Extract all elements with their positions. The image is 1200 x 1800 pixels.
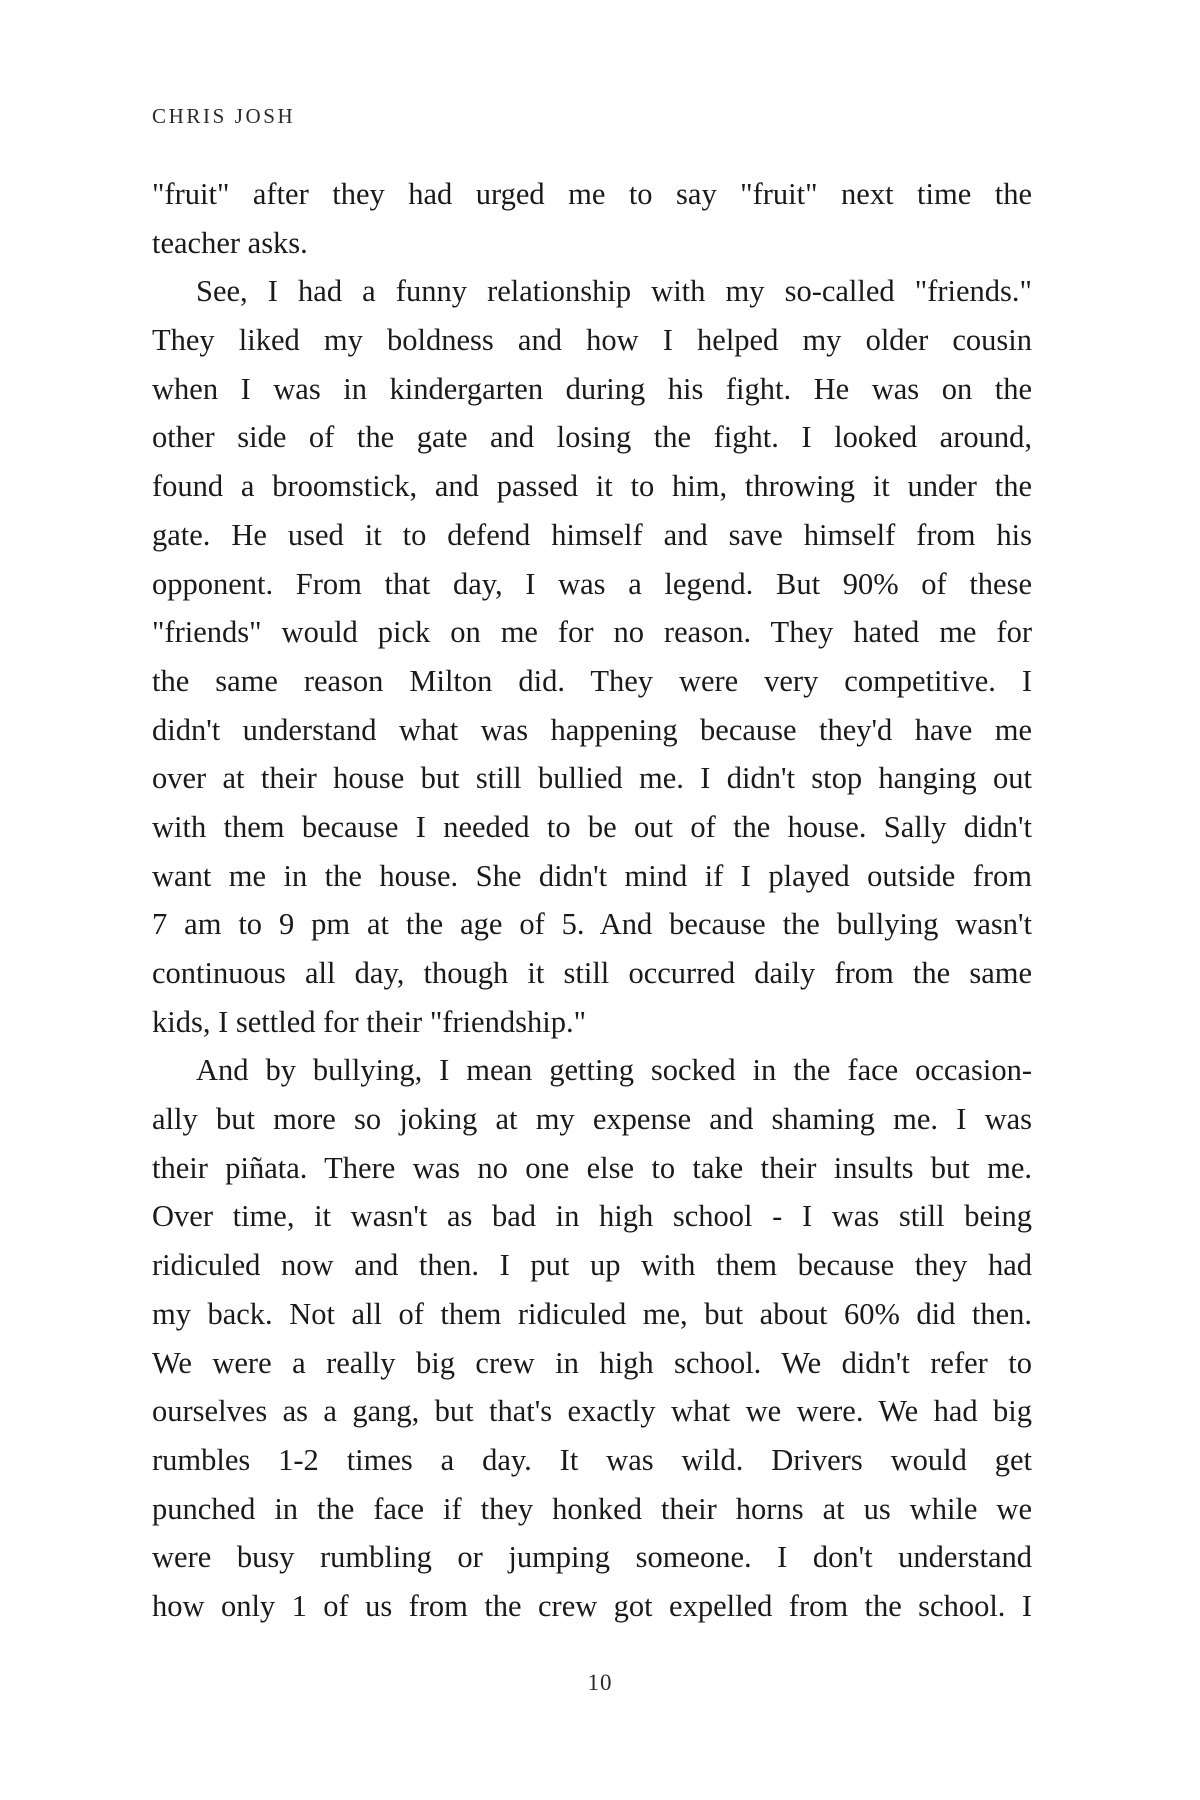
text-line: "friends" would pick on me for no reason. They hated me for (152, 615, 1032, 650)
text-line: didn't understand what was happening because they'd have me (152, 712, 1032, 747)
text-line: how only 1 of us from the crew got expelled from the school. I (152, 1588, 1032, 1623)
text-line: opponent. From that day, I was a legend. But 90% of these (152, 566, 1032, 601)
text-line: ridiculed now and then. I put up with them because they had (152, 1248, 1032, 1283)
text-line: And by bullying, I mean getting socked in the face occasion- (196, 1053, 1032, 1088)
text-line: found a broomstick, and passed it to him, throwing it under the (152, 469, 1032, 504)
text-line: rumbles 1-2 times a day. It was wild. Drivers would get (152, 1442, 1032, 1477)
text-line: gate. He used it to defend himself and save himself from his (152, 517, 1032, 552)
text-line: my back. Not all of them ridiculed me, but about 60% did then. (152, 1296, 1032, 1331)
text-line: We were a really big crew in high school. We didn't refer to (152, 1345, 1032, 1380)
text-line: See, I had a funny relationship with my so-called "friends." (196, 274, 1032, 309)
text-line: ourselves as a gang, but that's exactly what we were. We had big (152, 1394, 1032, 1429)
text-line: with them because I needed to be out of the house. Sally didn't (152, 809, 1032, 844)
text-line: were busy rumbling or jumping someone. I don't understand (152, 1540, 1032, 1575)
page-number: 10 (587, 1670, 613, 1695)
text-line: over at their house but still bullied me. I didn't stop hanging out (152, 761, 1032, 796)
text-line: ally but more so joking at my expense and shaming me. I was (152, 1102, 1032, 1137)
text-line: punched in the face if they honked their horns at us while we (152, 1491, 1032, 1526)
text-line: They liked my boldness and how I helped my older cousin (152, 323, 1032, 358)
text-line: other side of the gate and losing the fight. I looked around, (152, 420, 1032, 455)
text-line: teacher asks. (152, 225, 308, 260)
text-line: kids, I settled for their "friendship." (152, 1004, 587, 1039)
text-line: Over time, it wasn't as bad in high school - I was still being (152, 1199, 1032, 1234)
text-line: "fruit" after they had urged me to say "fruit" next time the (152, 177, 1032, 211)
text-line: the same reason Milton did. They were very competitive. I (152, 663, 1032, 698)
text-line: want me in the house. She didn't mind if I played outside from (152, 858, 1032, 893)
text-line: continuous all day, though it still occurred daily from the same (152, 956, 1032, 990)
text-line: when I was in kindergarten during his fight. He was on the (152, 371, 1032, 406)
body-text (152, 170, 1032, 1631)
text-line: 7 am to 9 pm at the age of 5. And because the bullying wasn't (152, 907, 1032, 942)
text-line: their piñata. There was no one else to take their insults but me. (152, 1150, 1032, 1185)
running-head: CHRIS JOSH (152, 104, 296, 128)
